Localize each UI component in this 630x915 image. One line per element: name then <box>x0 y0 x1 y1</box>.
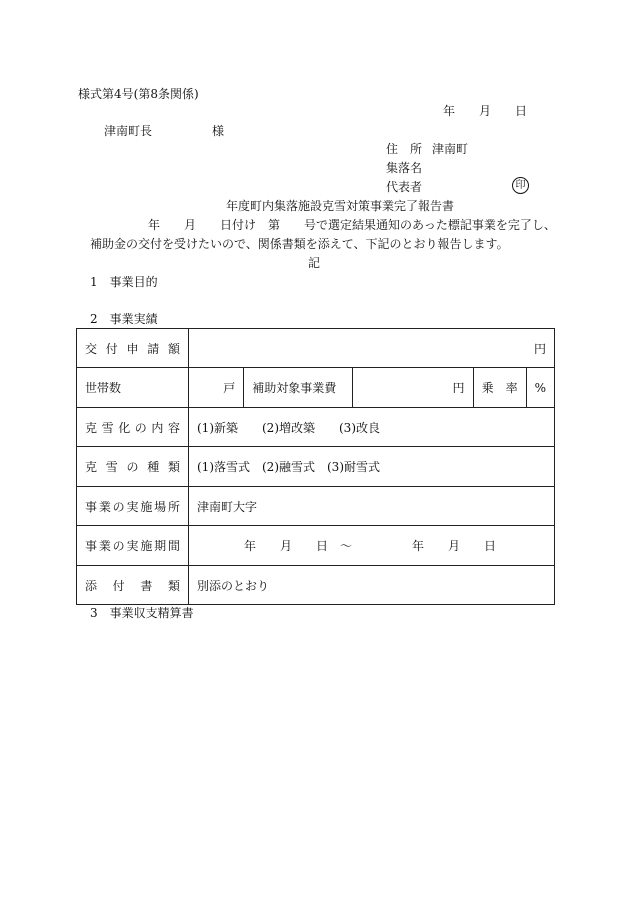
results-table <box>76 328 555 605</box>
applied-amount-unit: 円 <box>189 329 555 368</box>
subsidy-cost-label: 補助対象事業費 <box>244 368 352 408</box>
table-row <box>77 329 555 368</box>
location-label: 事 業 の 実 施 場 所 <box>85 499 180 514</box>
rate-label: 乗 率 <box>473 368 526 408</box>
households-unit: 戸 <box>189 368 244 408</box>
location-value: 津南町大字 <box>189 487 555 526</box>
subsidy-cost-unit: 円 <box>352 368 473 408</box>
section-settlement: 3 事業収支精算書 <box>90 606 194 620</box>
table-row <box>77 447 555 487</box>
applied-amount-label: 交 付 申 請 額 <box>85 341 180 356</box>
attachments-label: 添 付 書 類 <box>85 578 180 593</box>
rate-unit: % <box>526 368 554 408</box>
section-purpose: 1 事業目的 <box>90 275 158 289</box>
body-line-2: 補助金の交付を受けたいので、関係書類を添えて、下記のとおり報告します。 <box>90 237 509 251</box>
submission-date: 年 月 日 <box>443 104 528 118</box>
address-label: 住 所 <box>386 142 423 156</box>
seal-mark: 印 <box>512 177 529 194</box>
snow-measure-content-label: 克 雪 化 の 内 容 <box>85 420 180 435</box>
table-row <box>77 487 555 526</box>
snow-measure-content-value: (1)新築 (2)増改築 (3)改良 <box>189 408 555 447</box>
households-label: 世帯数 <box>85 381 122 395</box>
table-row <box>77 526 555 566</box>
village-label: 集落名 <box>386 161 423 175</box>
ki-heading: 記 <box>308 256 321 270</box>
document-title: 年度町内集落施設克雪対策事業完了報告書 <box>226 199 455 213</box>
representative-label: 代表者 <box>386 180 423 194</box>
addressee: 津南町長 様 <box>104 124 225 138</box>
form-number: 様式第4号(第8条関係) <box>78 87 199 101</box>
snow-type-label: 克 雪 の 種 類 <box>85 460 180 474</box>
attachments-value: 別添のとおり <box>189 566 555 605</box>
body-line-1: 年 月 日付け 第 号で選定結果通知のあった標記事業を完了し、 <box>148 218 556 232</box>
period-value: 年 月 日 ～ 年 月 日 <box>189 526 555 566</box>
section-results: 2 事業実績 <box>90 312 158 326</box>
table-row <box>77 368 555 408</box>
period-label: 事 業 の 実 施 期 間 <box>85 539 180 553</box>
table-row <box>77 566 555 605</box>
table-row <box>77 408 555 447</box>
snow-type-value: (1)落雪式 (2)融雪式 (3)耐雪式 <box>189 447 555 487</box>
address-value: 津南町 <box>432 142 469 156</box>
